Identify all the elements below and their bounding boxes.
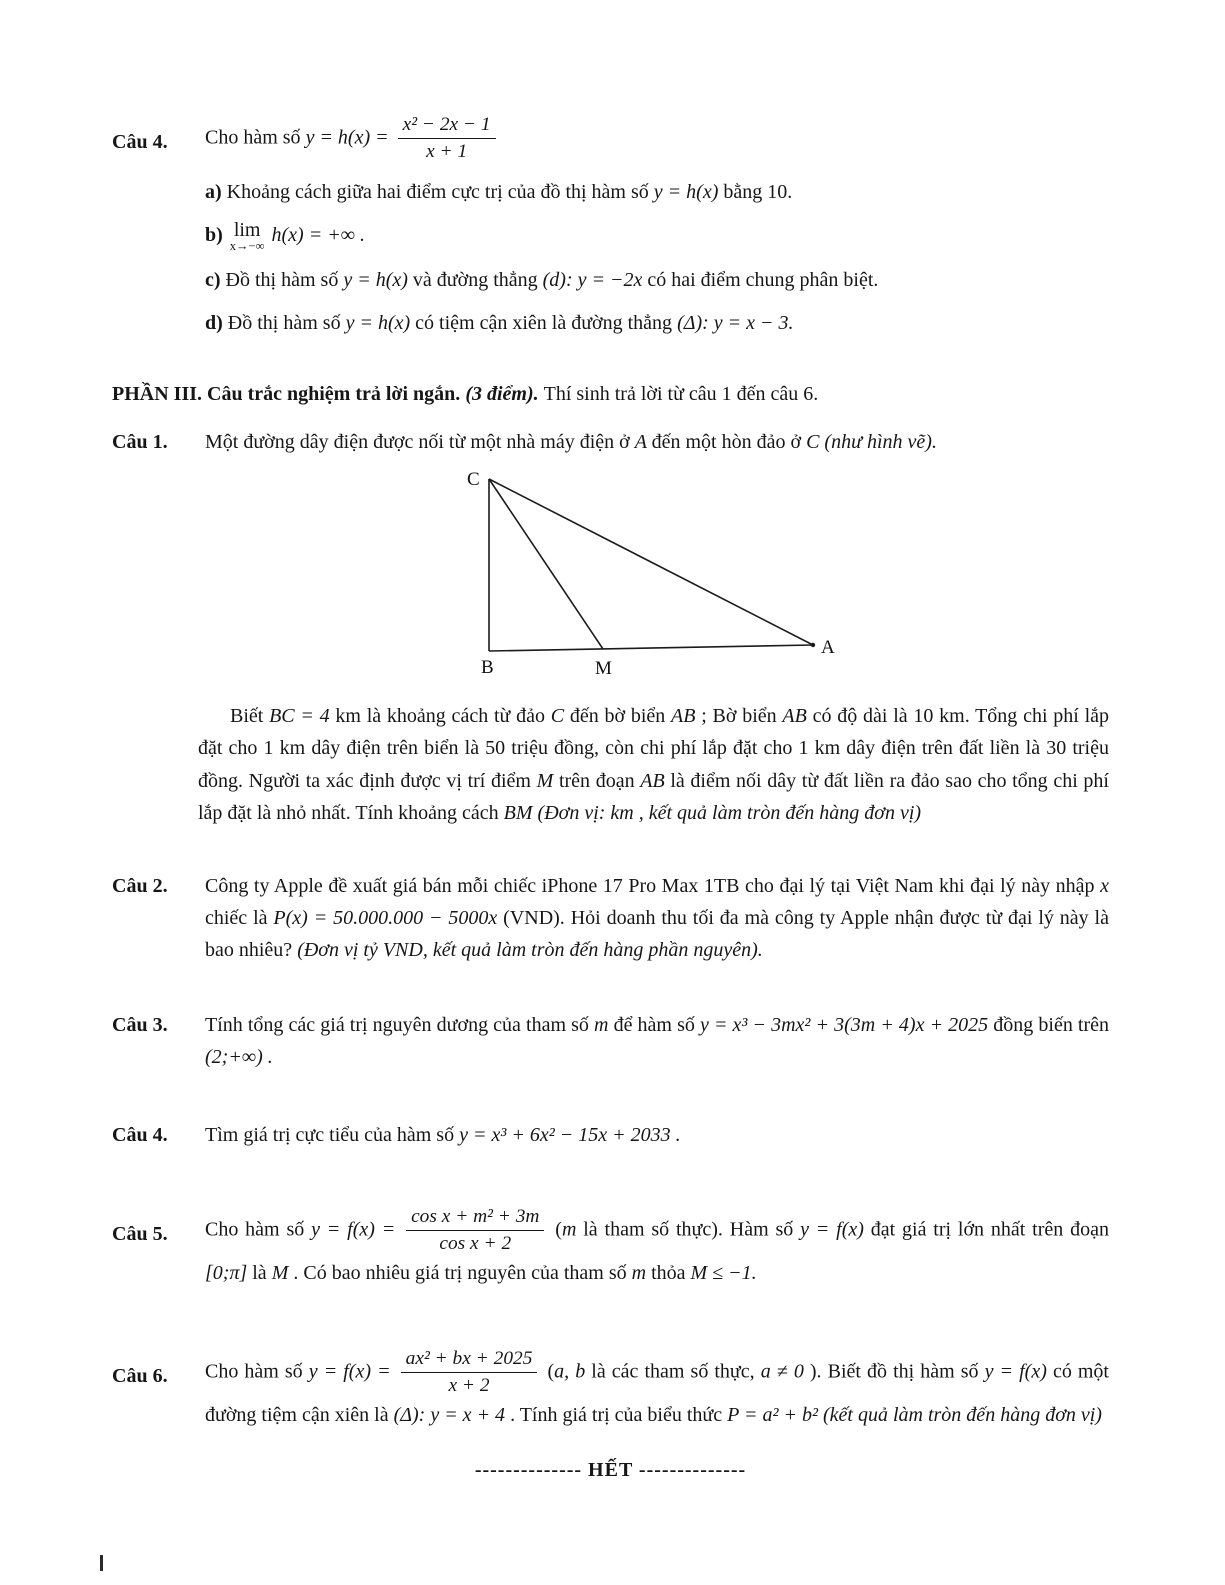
question-stem-row <box>112 870 1109 967</box>
text-segment: ). Biết đồ thị hàm số <box>809 1360 985 1383</box>
text-segment: AB <box>782 704 813 727</box>
text-segment: m <box>561 1218 577 1241</box>
text-segment: y = f(x) <box>984 1360 1053 1383</box>
edge-ba <box>489 645 813 651</box>
statement-c <box>205 264 1109 296</box>
text-segment: Cho hàm số <box>205 1360 309 1383</box>
text-segment: Tìm giá trị cực tiểu của hàm số <box>205 1124 460 1147</box>
text-segment: đồng biến trên <box>993 1013 1110 1036</box>
statement-list <box>205 176 1109 340</box>
text-segment: (Δ): y = x − 3. <box>677 312 794 335</box>
text-segment: y = h(x) <box>343 268 413 291</box>
question-stem-row <box>112 426 1109 458</box>
text-segment: trên đoạn <box>558 769 641 792</box>
limit-expression: lim x→−∞ <box>229 218 265 253</box>
text-segment: ( <box>541 1360 555 1383</box>
text-segment: C <box>806 431 825 454</box>
text-segment: c) <box>205 268 226 291</box>
text-segment: y = x³ − 3mx² + 3(3m + 4)x + 2025 <box>699 1013 994 1036</box>
question-part2-4 <box>112 112 1109 340</box>
question-2 <box>112 870 1109 967</box>
question-label: Câu 6. <box>112 1364 168 1387</box>
text-segment: y = h(x) = <box>305 126 394 149</box>
text-segment: chiếc là <box>205 906 274 929</box>
text-segment: Thí sinh trả lời từ câu 1 đến câu 6. <box>543 382 819 405</box>
text-segment: có độ dài là 10 km. Tổng chi phí lắp đặt cho 1 km dây điện trên biển là 50 triệu đồng, còn chi phí lắp đặt cho 1 km dây điện trên đất liền là 30 triệu đồng. Người ta xác định được vị trí điểm <box>198 704 1110 792</box>
text-segment: BC = 4 <box>269 704 336 727</box>
text-segment: AB <box>640 769 671 792</box>
fraction: $\frac{\text{ax² + bx + 2025}}{x + 2}$ <box>401 1348 538 1398</box>
question-4 <box>112 1119 1109 1151</box>
end-marker: -------------- HẾT -------------- <box>474 1458 747 1481</box>
text-segment: C <box>550 704 570 727</box>
text-segment: (Đơn vị: km , kết quả làm tròn đến hàng đơn vị) <box>537 802 922 825</box>
text-segment: đến bờ biển <box>569 704 672 727</box>
text-segment: (Δ): y = x + 4 <box>393 1404 511 1427</box>
fraction: $\frac{\text{x² − 2x − 1}}{x + 1}$ <box>398 114 496 164</box>
text-segment: y = f(x) <box>800 1218 871 1241</box>
text-segment: Một đường dây điện được nối từ một nhà máy điện ở <box>205 431 635 454</box>
text-segment: M ≤ −1. <box>690 1262 757 1285</box>
text-segment: y = f(x) = <box>308 1360 397 1383</box>
label-a: A <box>821 636 835 658</box>
question-label: Câu 5. <box>112 1222 168 1245</box>
text-segment: a ≠ 0 <box>760 1360 810 1383</box>
text-segment: PHẦN III. Câu trắc nghiệm trả lời ngắn. <box>112 382 466 405</box>
question-label: Câu 1. <box>112 431 168 454</box>
text-segment: y = h(x) <box>653 180 724 203</box>
text-segment: là các tham số thực, <box>585 1360 761 1383</box>
statement-d <box>205 307 1109 339</box>
question-stem-row <box>112 112 1109 166</box>
text-segment: (như hình vẽ). <box>824 431 937 454</box>
text-segment: Cho hàm số <box>205 1218 312 1241</box>
statement-b <box>205 219 1109 253</box>
text-segment: y = h(x) <box>345 312 416 335</box>
text-segment: d) <box>205 312 228 335</box>
text-segment: Đồ thị hàm số <box>227 312 346 335</box>
text-segment: . Tính giá trị của biểu thức <box>510 1404 728 1427</box>
question-label: Câu 4. <box>112 131 168 153</box>
scan-artifact <box>100 1555 103 1571</box>
text-segment: Tính tổng các giá trị nguyên dương của tham số <box>205 1013 595 1036</box>
question-stem <box>205 426 1109 458</box>
question-3 <box>112 1009 1109 1074</box>
question-stem-row <box>112 1119 1109 1151</box>
triangle-diagram <box>455 465 855 680</box>
text-segment: m <box>631 1262 652 1285</box>
text-segment: đến một hòn đảo ở <box>651 431 807 454</box>
question-stem <box>205 112 1109 166</box>
text-segment: (d): y = −2x <box>542 268 648 291</box>
text-segment: bằng 10. <box>723 180 793 203</box>
text-segment: (2;+∞) . <box>205 1046 273 1069</box>
text-segment: [0;π] <box>205 1262 253 1285</box>
text-segment: A <box>634 431 652 454</box>
part-iii-heading <box>112 378 1109 410</box>
text-segment: Biết <box>230 704 270 727</box>
text-segment: Cho hàm số <box>205 126 306 149</box>
text-segment: y = f(x) = <box>311 1218 403 1241</box>
text-segment: Khoảng cách giữa hai điểm cực trị của đồ thị hàm số <box>226 180 654 203</box>
text-segment: a, b <box>554 1360 586 1383</box>
label-b: B <box>481 656 494 678</box>
edge-ca <box>489 479 813 645</box>
fraction: $\frac{\text{cos x + m² + 3m}}{\text{cos x + 2}}$ <box>406 1206 544 1256</box>
question-body <box>205 870 1109 967</box>
text-segment: Công ty Apple đề xuất giá bán mỗi chiếc iPhone 17 Pro Max 1TB cho đại lý tại Việt Nam khi đại lý này nhập <box>205 874 1101 897</box>
question-label: Câu 2. <box>112 874 168 897</box>
text-segment: y = x³ + 6x² − 15x + 2033 . <box>459 1124 681 1147</box>
text-segment: h(x) = +∞ . <box>266 224 365 247</box>
text-segment: ; Bờ biển <box>695 704 783 727</box>
question-stem-row <box>112 1346 1109 1432</box>
text-segment: có hai điểm chung phân biệt. <box>647 268 879 291</box>
text-segment: là điểm nối dây từ đất liền ra đảo sao cho tổng chi phí lắp đặt là nhỏ nhất. Tính khoảng cách <box>198 769 1109 825</box>
question-1 <box>112 426 1109 829</box>
question-body <box>205 1346 1109 1432</box>
text-segment: có một đường tiệm cận xiên là <box>205 1360 1109 1427</box>
text-segment: có tiệm cận xiên là đường thẳng <box>415 312 678 335</box>
text-segment: m <box>594 1013 614 1036</box>
edge-cm <box>489 479 603 649</box>
question-body <box>205 1204 1109 1290</box>
statement-a <box>205 176 1109 208</box>
question-stem-row <box>112 1204 1109 1290</box>
text-segment: P(x) = 50.000.000 − 5000x <box>273 906 504 929</box>
question-body <box>205 1119 1109 1151</box>
text-segment: thỏa <box>651 1262 691 1285</box>
triangle-figure <box>455 465 855 690</box>
point-a-dot <box>811 642 815 646</box>
text-segment: x <box>1100 874 1109 897</box>
question-body <box>205 1009 1109 1074</box>
text-segment: đạt giá trị lớn nhất trên đoạn <box>870 1218 1109 1241</box>
text-segment: ( <box>548 1218 562 1241</box>
text-segment: P = a² + b² <box>727 1404 823 1427</box>
label-m: M <box>595 657 612 679</box>
text-segment: . Có bao nhiêu giá trị nguyên của tham số <box>293 1262 632 1285</box>
text-segment: là <box>252 1262 272 1285</box>
question-5 <box>112 1204 1109 1290</box>
text-segment: là tham số thực). Hàm số <box>576 1218 801 1241</box>
question-6 <box>112 1346 1109 1432</box>
text-segment: để hàm số <box>613 1013 700 1036</box>
text-segment: (3 điểm). <box>465 382 544 405</box>
text-segment: AB <box>671 704 696 727</box>
text-segment: Đồ thị hàm số <box>225 268 344 291</box>
text-segment: M <box>271 1262 294 1285</box>
text-segment: a) <box>205 180 227 203</box>
text-segment: (VND). Hỏi doanh thu tối đa mà công ty Apple nhận được từ đại lý này là bao nhiêu? <box>205 906 1109 962</box>
question-label: Câu 3. <box>112 1013 168 1036</box>
text-segment: (kết quả làm tròn đến hàng đơn vị) <box>823 1404 1102 1427</box>
text-segment: và đường thẳng <box>412 268 543 291</box>
text-segment: BM <box>503 802 538 825</box>
question-body <box>198 700 1109 830</box>
label-c: C <box>467 468 480 490</box>
text-segment: b) <box>205 224 228 247</box>
text-segment: km là khoảng cách từ đảo <box>335 704 551 727</box>
question-label: Câu 4. <box>112 1124 168 1147</box>
question-stem-row <box>112 1009 1109 1074</box>
text-segment: (Đơn vị tỷ VND, kết quả làm tròn đến hàng phần nguyên). <box>297 939 763 962</box>
text-segment: M <box>536 769 559 792</box>
